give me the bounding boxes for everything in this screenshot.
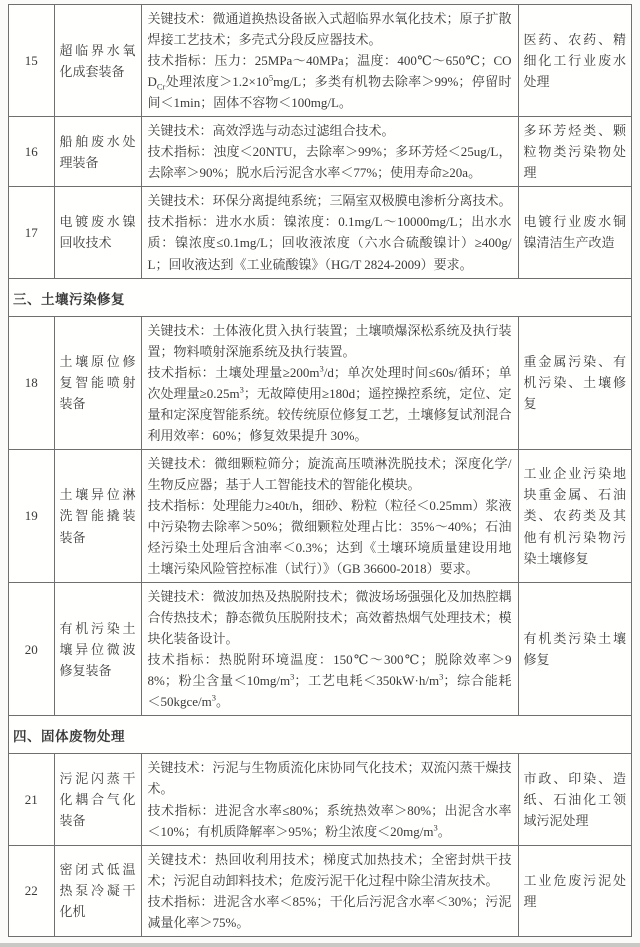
tech-index-text: 技术指标：压力：25MPa～40MPa；温度：400℃～650℃；$COD_{Cr}$处理浓度$>1.2\times 10^5mg/L$；多类有机物去除率＞99%；停留时间＜1min；固体不容物＜100mg/L。 <box>147 53 512 111</box>
equipment-name-cell: 土壤异位淋洗智能撬装装备 <box>54 449 141 582</box>
section-header-row: 四、固体废物处理 <box>9 715 631 753</box>
tech-index-text: 技术指标：处理能力≥40t/h，细砂、粉粒（粒径＜0.25mm）浆液中污染物去除率＞50%；微细颗粒处理占比：35%～40%；石油烃污染土处理后含油率＜0.3%；达到《土壤环境质量建设用地土壤污染风险管控标准（试行）》（GB 36600-2018）要求。 <box>147 497 512 577</box>
row-number-cell: 18 <box>24 375 38 391</box>
tech-content-cell <box>141 845 518 936</box>
table-row <box>9 316 631 449</box>
equipment-name-cell: 有机污染土壤异位微波修复装备 <box>54 583 141 716</box>
application-cell: 市政、印染、造纸、石油化工领域污泥处理 <box>518 754 631 845</box>
table-row <box>9 116 631 186</box>
table-row <box>9 186 631 277</box>
tech-content-cell <box>141 316 518 449</box>
application-cell: 电镀行业废水铜镍清洁生产改造 <box>518 187 631 278</box>
row-number-cell: 16 <box>24 144 38 160</box>
application-cell: 有机类污染土壤修复 <box>518 583 631 716</box>
tech-content-cell <box>141 754 518 845</box>
key-tech-text: 关键技术：污泥与生物质流化床协同气化技术；双流闪蒸干燥技术。 <box>147 760 512 797</box>
equipment-name-cell: 土壤原位修复智能喷射装备 <box>54 316 141 449</box>
tech-index-text: 技术指标：浊度＜20NTU，去除率＞99%；多环芳烃＜25ug/L，去除率＞90%；脱水后污泥含水率＜77%；使用寿命≥20a。 <box>147 144 512 181</box>
tech-content-cell <box>141 583 518 716</box>
equipment-name-cell: 船舶废水处理装备 <box>54 117 141 187</box>
equipment-name-cell: 密闭式低温热泵冷凝干化机 <box>54 845 141 936</box>
table-row <box>9 753 631 844</box>
row-number-cell: 19 <box>24 508 38 524</box>
key-tech-text: 关键技术：热回收利用技术；梯度式加热技术；全密封烘干技术；污泥自动卸料技术；危废污泥干化过程中除尘清灰技术。 <box>147 851 512 888</box>
table-row <box>9 845 631 936</box>
tech-content-cell <box>141 187 518 278</box>
application-cell: 工业企业污染地块重金属、石油类、农药类及其他有机污染物污染土壤修复 <box>518 449 631 582</box>
key-tech-text: 关键技术：环保分离提纯系统；三隔室双极膜电渗析分离技术。 <box>147 193 512 209</box>
application-cell: 医药、农药、精细化工行业废水处理 <box>518 5 631 116</box>
row-number-cell: 21 <box>24 791 38 807</box>
key-tech-text: 关键技术：高效浮选与动态过滤组合技术。 <box>147 123 395 139</box>
row-number-cell: 15 <box>24 53 38 69</box>
tech-index-text: 技术指标：进泥含水率＜85%；干化后污泥含水率＜30%；污泥减量化率＞75%。 <box>147 893 512 930</box>
tech-index-text: 技术指标：土壤处理量$\ge 200m^3/d$；单次处理时间≤60s/循环；单次处理量$\ge 0.25m^3$；无故障使用≥180d；遥控操控系统，定位、定量和定深度智能系统。较传统原位修复工艺，土壤修复试剂混合利用效率：60%；修复效果提升 30%。 <box>147 363 512 443</box>
row-number-cell: 20 <box>24 641 38 657</box>
key-tech-text: 关键技术：微波加热及热脱附技术；微波场场强强化及加热腔耦合传热技术；静态微负压脱附技术；高效蓄热烟气处理技术；模块化装备设计。 <box>147 589 512 647</box>
application-cell: 工业危废污泥处理 <box>518 845 631 936</box>
application-cell: 重金属污染、有机污染、土壤修复 <box>518 316 631 449</box>
application-cell: 多环芳烃类、颗粒物类污染物处理 <box>518 117 631 187</box>
tech-index-text: 技术指标：热脱附环境温度：150℃～300℃；脱除效率＞98%；粉尘含量$<10mg/m^3$；工艺电耗$<350kW\cdot h/m^3$；综合能耗$<50kgce/m^3$。 <box>147 652 512 710</box>
equipment-name-cell: 污泥闪蒸干化耦合气化装备 <box>54 754 141 845</box>
table-row <box>9 449 631 582</box>
row-number-cell: 22 <box>24 883 38 899</box>
tech-index-text: 技术指标：进泥含水率≤80%；系统热效率＞80%；出泥含水率＜10%；有机质降解率＞95%；粉尘浓度$<20mg/m^3$。 <box>147 802 512 839</box>
table-row <box>9 5 631 116</box>
scan-edge-strip <box>0 943 640 947</box>
row-number-cell: 17 <box>24 224 38 240</box>
key-tech-text: 关键技术：微细颗粒筛分；旋流高压喷淋洗脱技术；深度化学/生物反应器；基于人工智能技术的智能化模块。 <box>147 455 512 492</box>
section-header-row: 三、土壤污染修复 <box>9 278 631 316</box>
tech-table <box>8 4 632 937</box>
equipment-name-cell: 电镀废水镍回收技术 <box>54 187 141 278</box>
equipment-name-cell: 超临界水氧化成套装备 <box>54 5 141 116</box>
key-tech-text: 关键技术：土体液化贯入执行装置；土壤喷爆深松系统及执行装置；物料喷射深施系统及执行装置。 <box>147 322 512 359</box>
tech-content-cell <box>141 5 518 116</box>
table-row <box>9 582 631 715</box>
tech-content-cell <box>141 117 518 187</box>
tech-index-text: 技术指标：进水水质：镍浓度：0.1mg/L～10000mg/L；出水水质：镍浓度≤0.1mg/L；回收液浓度（六水合硫酸镍计）≥400g/L；回收液达到《工业硫酸镍》（HG/T 2824-2009）要求。 <box>147 214 512 272</box>
key-tech-text: 关键技术：微通道换热设备嵌入式超临界水氧化技术；原子扩散焊接工艺技术；多壳式分段反应器技术。 <box>147 11 512 48</box>
tech-content-cell <box>141 449 518 582</box>
